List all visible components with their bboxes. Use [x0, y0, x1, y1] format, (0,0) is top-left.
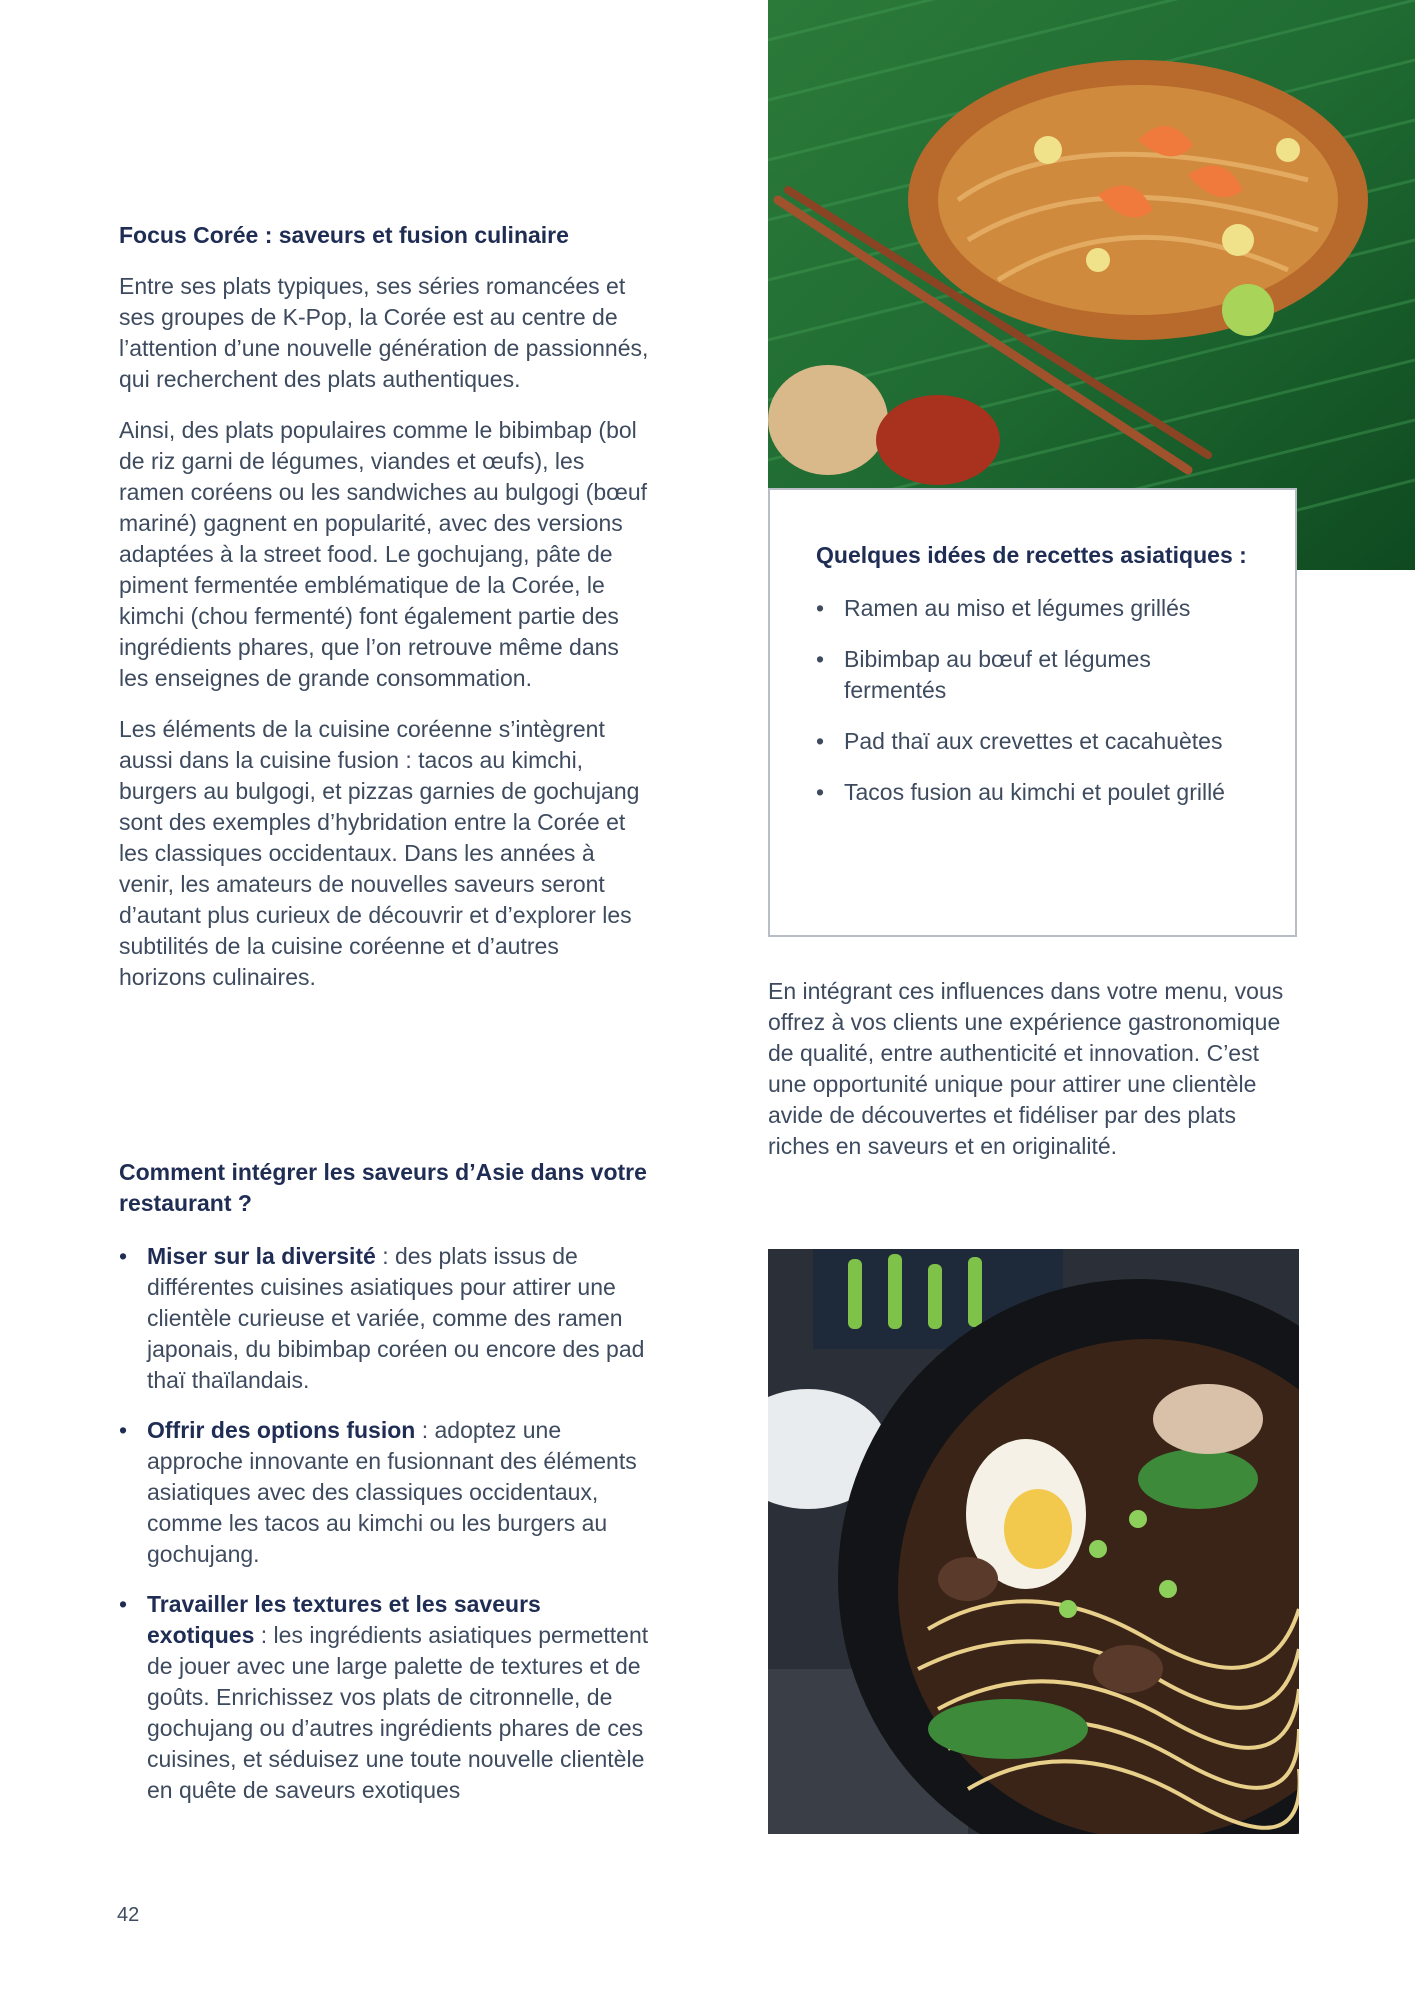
list-item [816, 726, 1255, 757]
list-item [119, 1415, 649, 1570]
integrate-section [119, 1157, 649, 1825]
bullet-icon: • [119, 1417, 128, 1443]
bullet-icon: • [816, 728, 825, 754]
pad-thai-photo [768, 0, 1415, 570]
pad-thai-illustration [768, 0, 1415, 570]
bullet-icon: • [816, 646, 825, 672]
bullet-icon: • [119, 1591, 128, 1617]
tip-bold: Miser sur la diversité [147, 1243, 376, 1269]
recipe-text: Pad thaï aux crevettes et cacahuètes [844, 728, 1223, 754]
focus-paragraph-3: Les éléments de la cuisine coréenne s’intègrent aussi dans la cuisine fusion : tacos au kimchi, burgers au bulgogi, et pizzas garnies de gochujang sont des exemples d’hybridation entre la Corée et les classiques occidentaux. Dans les années à venir, les amateurs de nouvelles saveurs seront d’autant plus curieux de découvrir et d’explorer les subtilités de la cuisine coréenne et d’autres horizons culinaires. [119, 716, 640, 990]
tip-text: : adoptez une approche innovante en fusionnant des éléments asiatiques avec des classiques occidentaux, comme les tacos au kimchi ou les burgers au gochujang. [147, 1417, 637, 1567]
integrate-title: Comment intégrer les saveurs d’Asie dans votre restaurant ? [119, 1159, 647, 1216]
recipe-text: Ramen au miso et légumes grillés [844, 595, 1191, 621]
bullet-icon: • [816, 779, 825, 805]
list-item [816, 644, 1255, 706]
list-item [816, 777, 1255, 808]
focus-coree-title: Focus Corée : saveurs et fusion culinaire [119, 222, 569, 248]
conclusion-paragraph: En intégrant ces influences dans votre menu, vous offrez à vos clients une expérience gastronomique de qualité, entre authenticité et innovation. C’est une opportunité unique pour attirer une clientèle avide de découvertes et fidéliser par des plats riches en saveurs et en originalité. [768, 978, 1284, 1159]
recipe-text: Tacos fusion au kimchi et poulet grillé [844, 779, 1225, 805]
tips-list [119, 1241, 649, 1806]
list-item [816, 593, 1255, 624]
ramen-photo [768, 1249, 1299, 1834]
recipe-ideas-box [768, 488, 1297, 937]
tip-bold: Offrir des options fusion [147, 1417, 416, 1443]
list-item [119, 1589, 649, 1806]
tip-text: : les ingrédients asiatiques permettent de jouer avec une large palette de textures et de goûts. Enrichissez vos plats de citronnelle, de gochujang ou d’autres ingrédients phares de ces cuisines, et séduisez une toute nouvelle clientèle en quête de saveurs exotiques [147, 1622, 649, 1803]
bullet-icon: • [816, 595, 825, 621]
recipe-list [816, 593, 1255, 808]
page-number: 42 [117, 1904, 140, 1926]
tip-bold: Travailler les textures et les saveurs exotiques [147, 1591, 541, 1648]
list-item [119, 1241, 649, 1396]
ramen-illustration [768, 1249, 1299, 1834]
recipe-text: Bibimbap au bœuf et légumes fermentés [844, 646, 1151, 703]
recipe-ideas-title: Quelques idées de recettes asiatiques : [816, 542, 1247, 568]
bullet-icon: • [119, 1243, 128, 1269]
focus-paragraph-2: Ainsi, des plats populaires comme le bibimbap (bol de riz garni de légumes, viandes et œufs), les ramen coréens ou les sandwiches au bulgogi (bœuf mariné) gagnent en popularité, avec des versions adaptées à la street food. Le gochujang, pâte de piment fermentée emblématique de la Corée, le kimchi (chou fermenté) font également partie des ingrédients phares, que l’on retrouve même dans les enseignes de grande consommation. [119, 417, 648, 691]
focus-paragraph-1: Entre ses plats typiques, ses séries romancées et ses groupes de K-Pop, la Corée est au centre de l’attention d’une nouvelle génération de passionnés, qui recherchent des plats authentiques. [119, 273, 649, 392]
focus-coree-section [119, 220, 649, 993]
tip-text: : des plats issus de différentes cuisines asiatiques pour attirer une clientèle curieuse et variée, comme des ramen japonais, du bibimbap coréen ou encore des pad thaï thaïlandais. [147, 1243, 645, 1393]
